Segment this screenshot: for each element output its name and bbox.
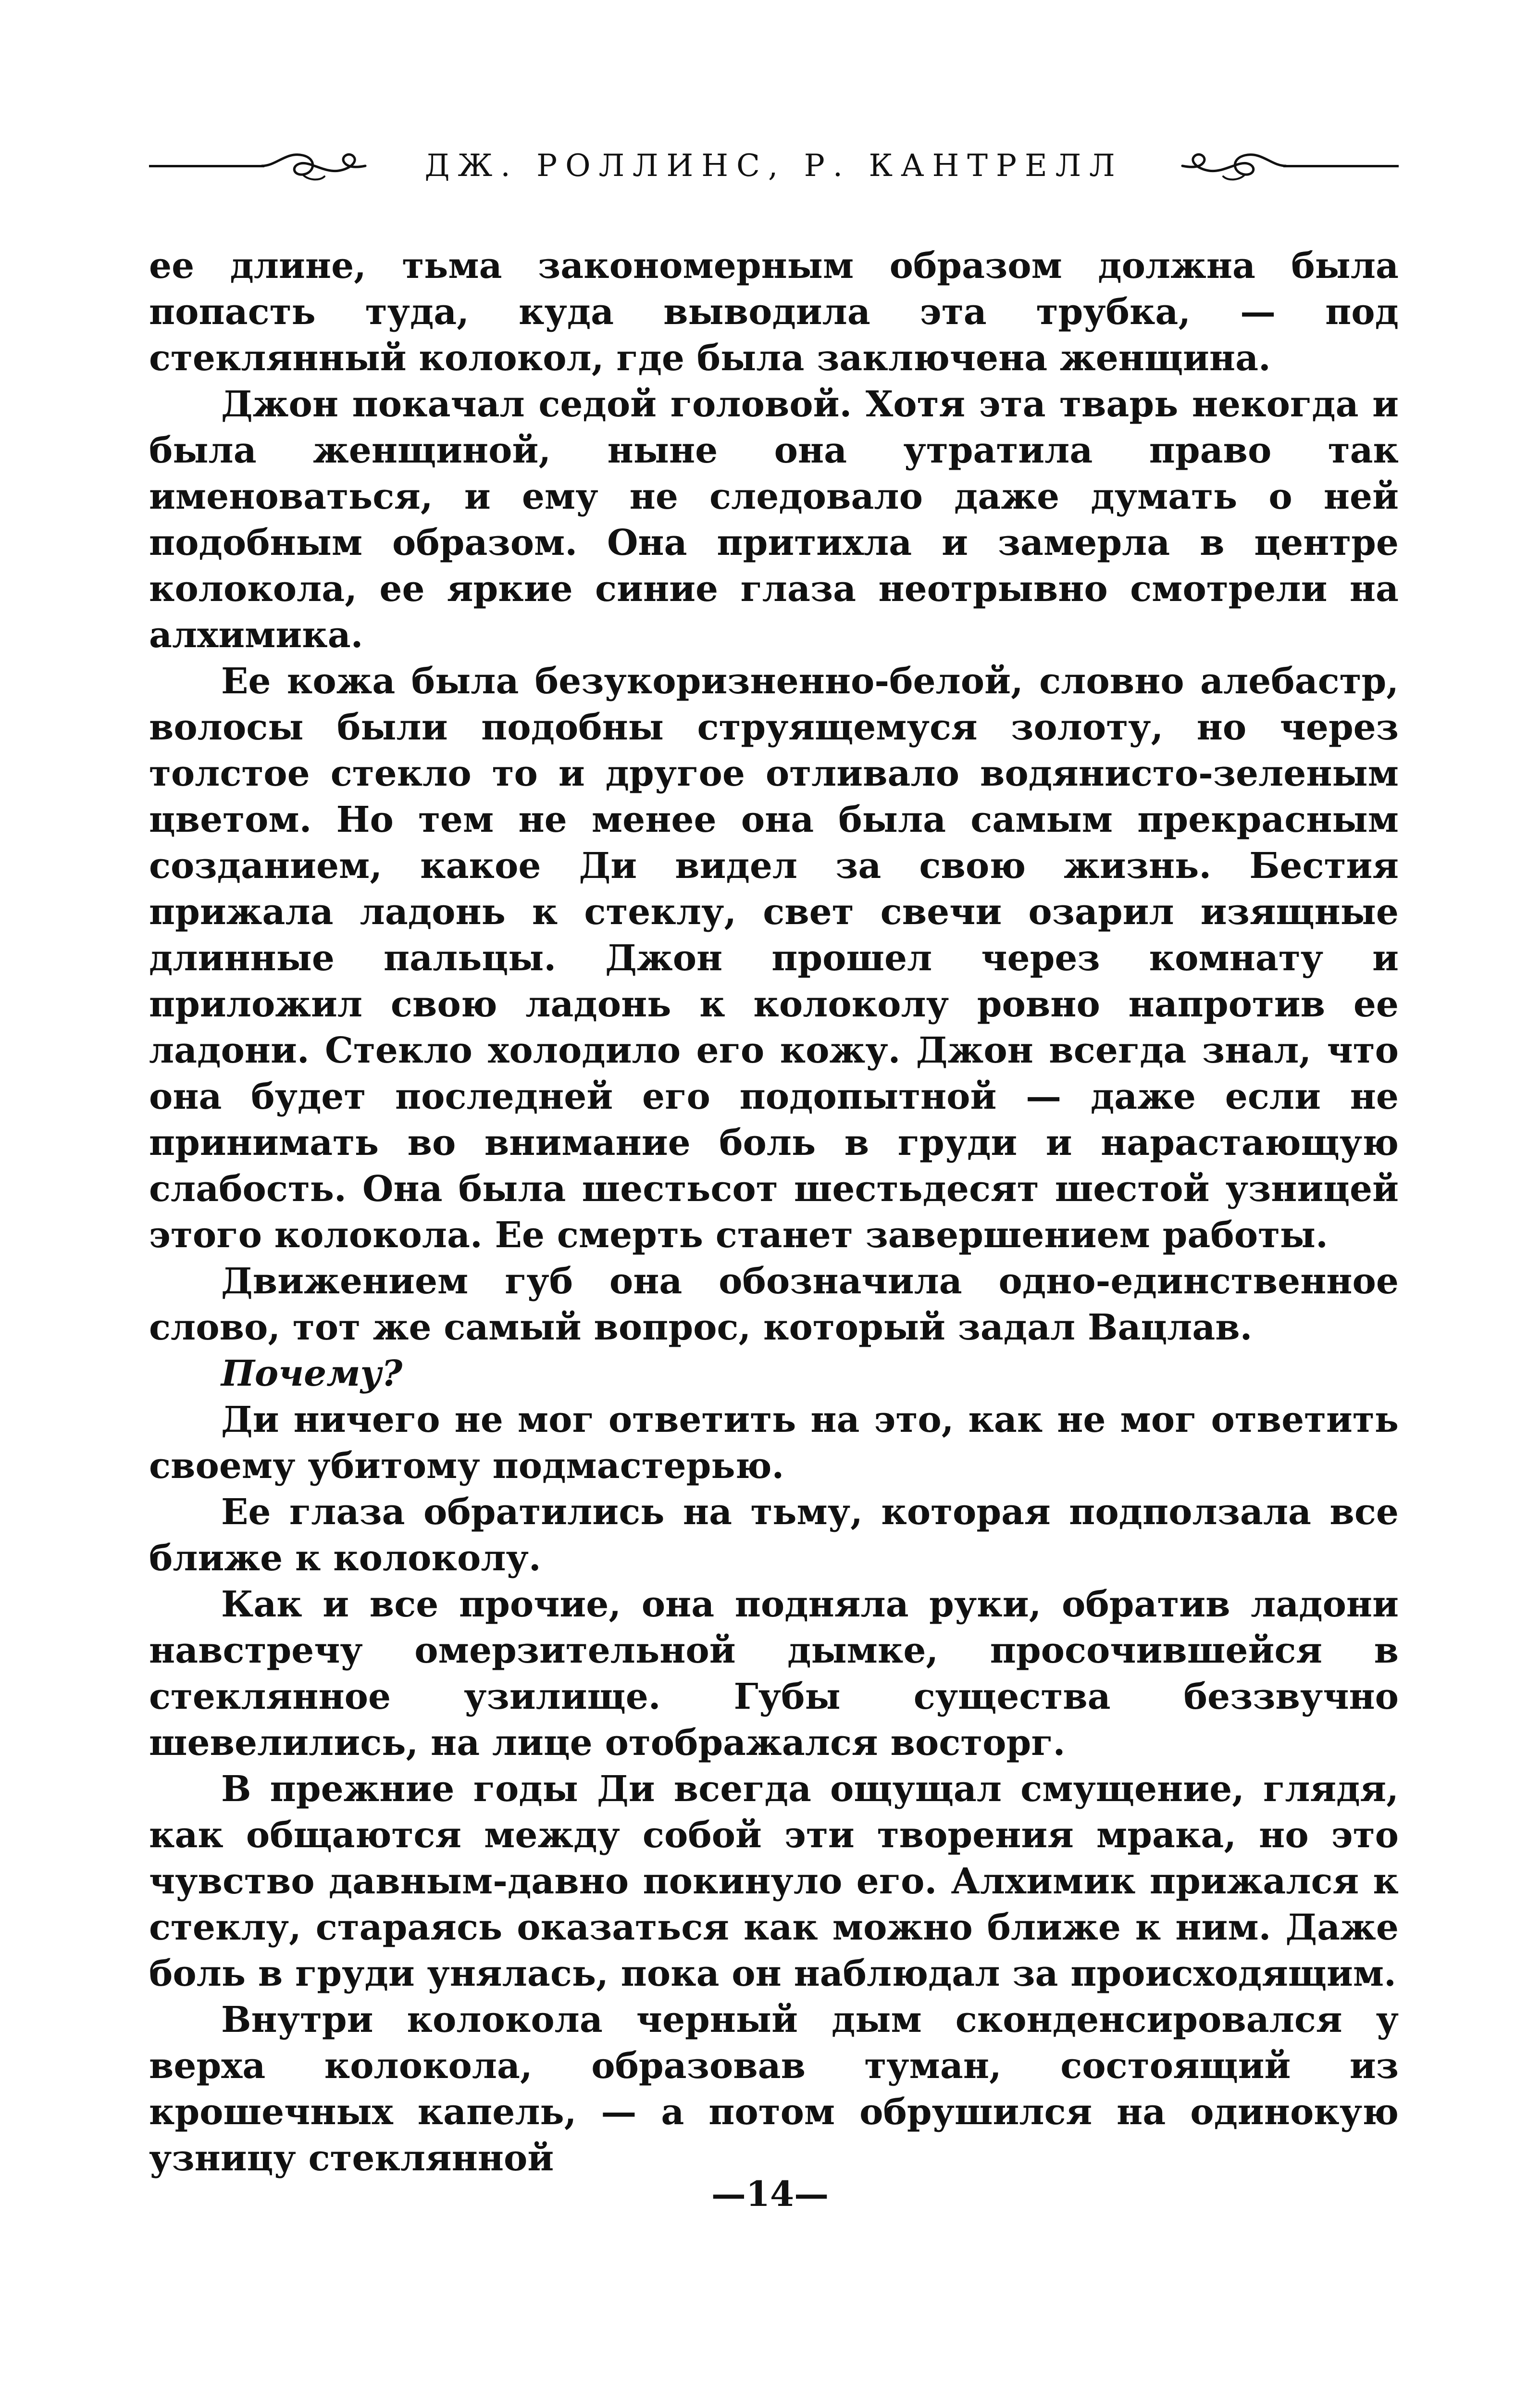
body-text [149,243,1399,2181]
page-number: —14— [711,2173,829,2214]
paragraph-6: Ди ничего не мог ответить на это, как не мог ответить своему убитому подмастерью. [149,1399,1399,1487]
paragraph-9: В прежние годы Ди всегда ощущал смущение, глядя, как общаются между собой эти творения мрака, но это чувство давным-давно покинуло его. Алхимик прижался к стеклу, стараясь оказаться как можно ближе к ним. Даже боль в груди унялась, пока он наблюдал за происходящим. [149,1768,1399,1994]
paragraph-3: Ее кожа была безукоризненно-белой, словно алебастр, волосы были подобны струящемуся золоту, но через толстое стекло то и другое отливало водянисто-зеленым цветом. Но тем не менее она была самым прекрасным созданием, какое Ди видел за свою жизнь. Бестия прижала ладонь к стеклу, свет свечи озарил изящные длинные пальцы. Джон прошел через комнату и приложил свою ладонь к колоколу ровно напротив ее ладони. Стекло холодило его кожу. Джон всегда знал, что она будет последней его подопытной — даже если не принимать во внимание боль в груди и нарастающую слабость. Она была шестьсот шестьдесят шестой узницей этого колокола. Ее смерть станет завершением работы. [149,661,1399,1256]
paragraph-2: Джон покачал седой головой. Хотя эта тварь некогда и была женщиной, ныне она утратила право так именоваться, и ему не следовало даже думать о ней подобным образом. Она притихла и замерла в центре колокола, ее яркие синие глаза неотрывно смотрели на алхимика. [149,384,1399,656]
paragraph-7: Ее глаза обратились на тьму, которая подползала все ближе к колоколу. [149,1491,1399,1579]
running-title: ДЖ. РОЛЛИНС, Р. КАНТРЕЛЛ [424,148,1123,184]
header-rule-right [1283,165,1399,167]
flourish-ornament-left-icon [257,147,368,185]
running-header [149,137,1399,195]
flourish-ornament-right-icon [1180,147,1291,185]
paragraph-5-italic: Почему? [221,1353,403,1394]
paragraph-8: Как и все прочие, она подняла руки, обратив ладони навстречу омерзительной дымке, просочившейся в стеклянное узилище. Губы существа беззвучно шевелились, на лице отображался восторг. [149,1584,1399,1764]
paragraph-4: Движением губ она обозначила одно-единственное слово, тот же самый вопрос, который задал Вацлав. [149,1261,1399,1348]
paragraph-10: Внутри колокола черный дым сконденсировался у верха колокола, образовав туман, состоящий из крошечных капель, — а потом обрушился на одинокую узницу стеклянной [149,1999,1399,2179]
header-rule-left [149,165,264,167]
paragraph-1: ее длине, тьма закономерным образом должна была попасть туда, куда выводила эта трубка, — под стеклянный колокол, где была заключена женщина. [149,245,1399,379]
